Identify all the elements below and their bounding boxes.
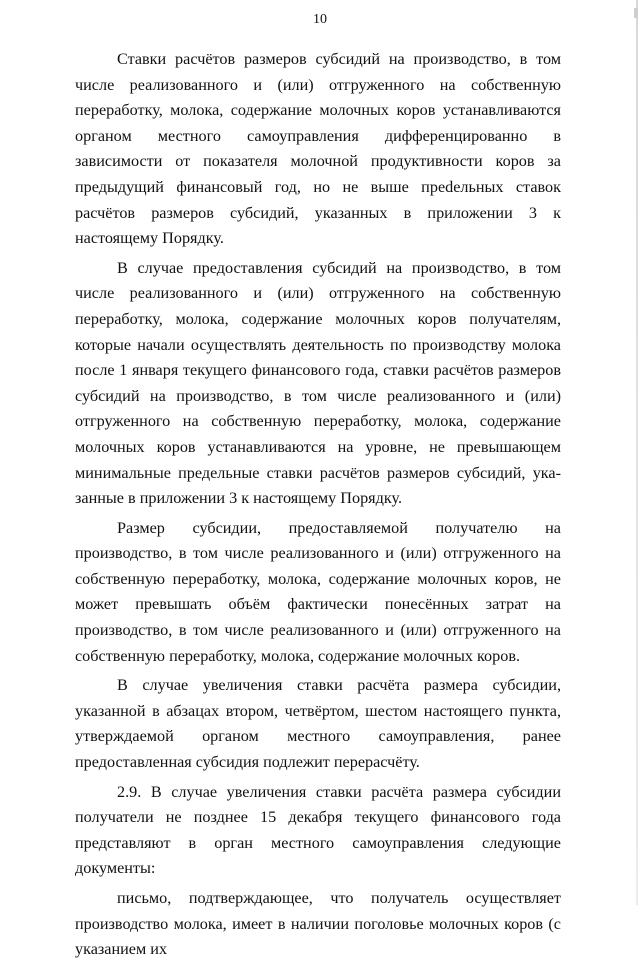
paragraph-letter-confirmation: письмо, подтверждающее, что получатель осуществляет производство молока, имеет в наличии поголовье молочных коров (с указанием их	[75, 889, 561, 959]
scan-edge-line	[636, 0, 638, 905]
paragraph-subsidy-limit: Размер субсидии, предоставляемой получателю на производство, в том числе реализованного и (или) отгруженного на собственную переработку, молока, содержание молочных коров, не может превышать объём фактически понесённых затрат на производство, в том числе реализованного и (или) отгруженного на собственную переработку, молока, содержание молочных коров.	[75, 518, 561, 665]
paragraph-new-recipients: В случае предоставления субсидий на производство, в том числе реализованного и (или) отгруженного на собственную переработку, молока, содержание молочных коров получателям, которые начали осуществлять деятельность по производству молока после 1 января текущего финансового года, ставки расчётов размеров субсидий на производство, в том числе реализованного и (или) отгруженного на собственную переработку, молока, содержание молочных коров устанавливаются на уровне, не превышающем минимальные предельные ставки расчётов размеров субсидий, указанные в приложении 3 к настоящему Порядку.	[75, 258, 561, 508]
paragraph-subsidy-rates: Ставки расчётов размеров субсидий на производство, в том числе реализованного и (или) отгруженного на собственную переработку, молока, содержание молочных коров устанавливаются органом местного самоуправления дифференцированно в зависимости от показателя молочной продуктивности коров за предыдущий финансовый год, но не выше преdельных ставок расчётов размеров субсидий, указанных в приложении 3 к настоящему Порядку.	[75, 50, 561, 248]
paragraph-recalculation: В случае увеличения ставки расчёта размера субсидии, указанной в абзацах втором, четвёртом, шестом настоящего пункта, утверждаемой органом местного самоуправления, ранее предоставленная субсидия подлежит перерасчёту.	[75, 676, 561, 772]
document-body	[75, 47, 561, 967]
page-number: 10	[313, 12, 327, 27]
paragraph-clause-2-9: 2.9. В случае увеличения ставки расчёта размера субсидии получатели не позднее 15 декабря текущего финансового года представляют в орган местного самоуправления следующие документы:	[75, 782, 561, 878]
